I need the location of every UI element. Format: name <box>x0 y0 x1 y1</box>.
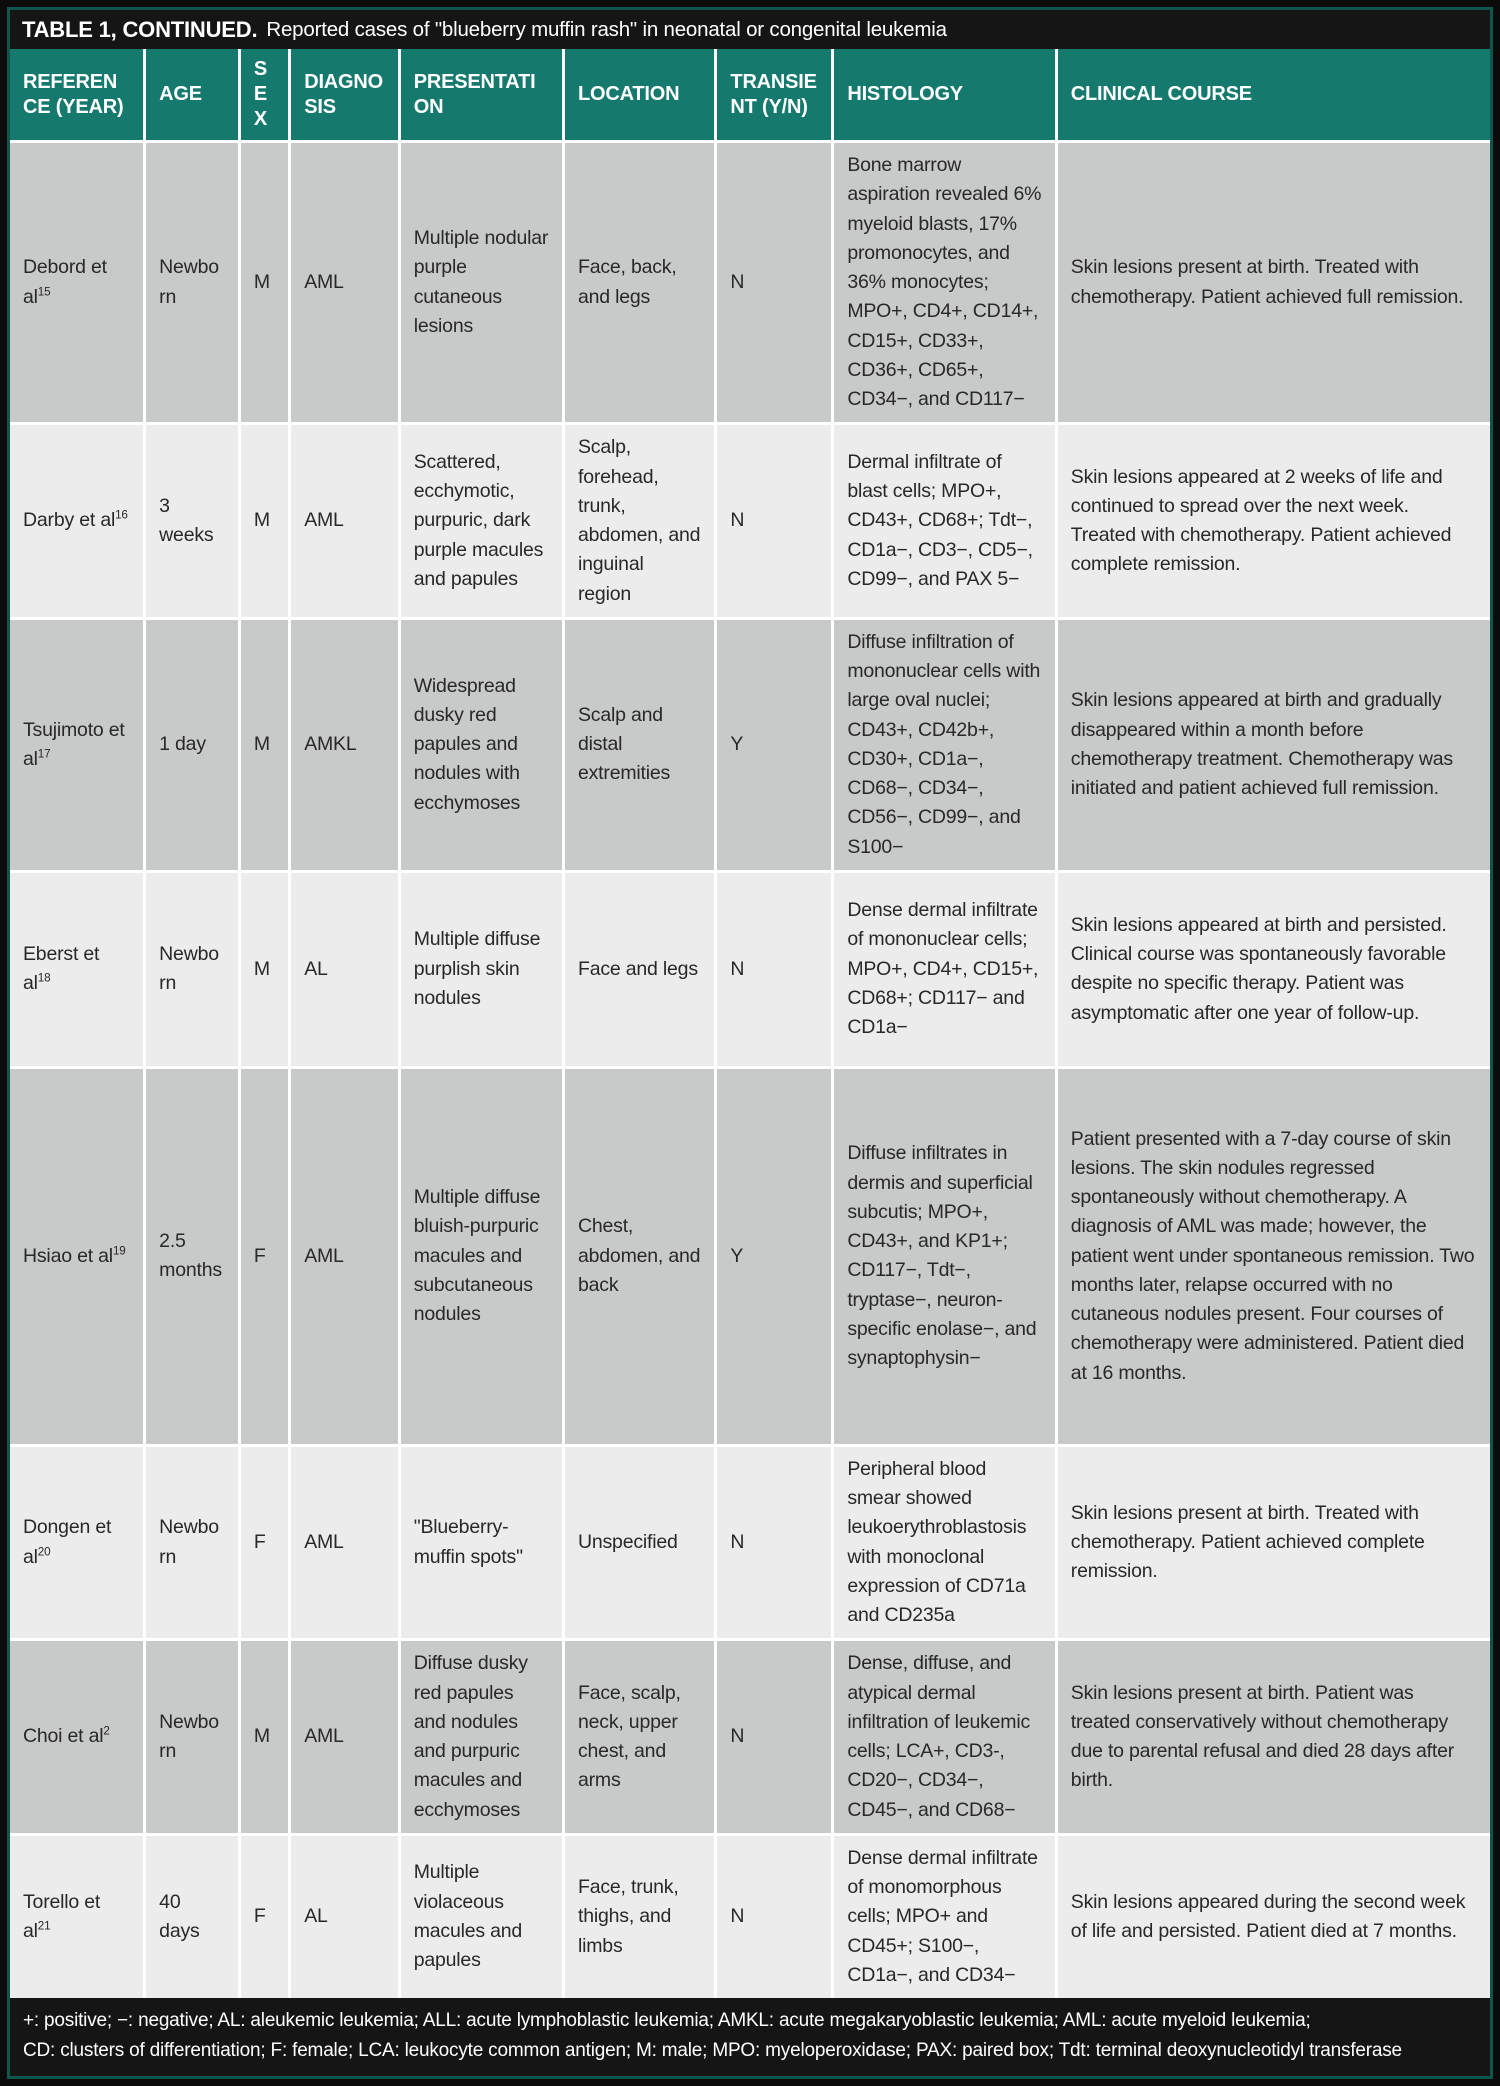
table-row <box>10 1834 1490 1998</box>
table-title-label: TABLE 1, CONTINUED. <box>22 17 258 42</box>
header-row <box>10 49 1490 142</box>
cell-age: Newborn <box>145 142 240 424</box>
cell-diagnosis: AML <box>290 142 400 424</box>
cell-histology: Dense dermal infiltrate of monomorphous cells; MPO+ and CD45+; S100−, CD1a−, and CD34− <box>833 1834 1056 1998</box>
table-title-bar <box>10 10 1490 49</box>
cell-clinical_course: Skin lesions present at birth. Treated with chemotherapy. Patient achieved complete remission. <box>1056 1445 1490 1640</box>
cell-age: 2.5 months <box>145 1067 240 1445</box>
cell-sex: M <box>239 871 289 1067</box>
table-row <box>10 142 1490 424</box>
cell-age: 40 days <box>145 1834 240 1998</box>
cell-presentation: Multiple nodular purple cutaneous lesions <box>399 142 563 424</box>
cell-transient: Y <box>716 1067 833 1445</box>
cell-sex: M <box>239 618 289 871</box>
cell-reference <box>10 142 145 424</box>
cell-diagnosis: AMKL <box>290 618 400 871</box>
reference-text: Hsiao et al <box>23 1244 113 1267</box>
cell-clinical_course: Skin lesions appeared at birth and persisted. Clinical course was spontaneously favorable despite no specific therapy. Patient was asymptomatic after one year of follow-up. <box>1056 871 1490 1067</box>
cell-sex: M <box>239 424 289 619</box>
reference-superscript: 20 <box>37 1545 51 1558</box>
cell-histology: Dermal infiltrate of blast cells; MPO+, CD43+, CD68+; Tdt−, CD1a−, CD3−, CD5−, CD99−, and PAX 5− <box>833 424 1056 619</box>
table-row <box>10 871 1490 1067</box>
column-header-reference: REFERENCE (YEAR) <box>10 49 145 142</box>
cell-diagnosis: AL <box>290 1834 400 1998</box>
reference-superscript: 2 <box>103 1724 110 1738</box>
table-title-caption: Reported cases of "blueberry muffin rash" in neonatal or congenital leukemia <box>266 18 947 41</box>
cases-table <box>10 49 1490 1998</box>
cell-histology: Dense, diffuse, and atypical dermal infiltration of leukemic cells; LCA+, CD3-, CD20−, CD34−, CD45−, and CD68− <box>833 1640 1056 1835</box>
cell-transient: N <box>716 1640 833 1835</box>
cell-presentation: "Blueberry-muffin spots" <box>399 1445 563 1640</box>
reference-text: Darby et al <box>23 509 116 532</box>
column-header-diagnosis: DIAGNOSIS <box>290 49 400 142</box>
cell-age: Newborn <box>145 1640 240 1835</box>
reference-superscript: 16 <box>115 508 128 522</box>
column-header-histology: HISTOLOGY <box>833 49 1056 142</box>
reference-text: Debord et al <box>23 256 107 308</box>
table-header <box>10 49 1490 142</box>
cell-sex: F <box>239 1067 289 1445</box>
cell-diagnosis: AML <box>290 1067 400 1445</box>
column-header-presentation: PRESENTATION <box>399 49 563 142</box>
table-row <box>10 424 1490 619</box>
footnote-line-2: CD: clusters of differentiation; F: female; LCA: leukocyte common antigen; M: male; MPO: myeloperoxidase; PAX: paired box; Tdt: terminal deoxynucleotidyl transferase <box>23 2040 1402 2062</box>
cell-transient: N <box>716 1834 833 1998</box>
cell-clinical_course: Skin lesions present at birth. Treated with chemotherapy. Patient achieved full remission. <box>1056 142 1490 424</box>
cell-presentation: Scattered, ecchymotic, purpuric, dark purple macules and papules <box>399 424 563 619</box>
cell-location: Unspecified <box>563 1445 715 1640</box>
cell-location: Scalp, forehead, trunk, abdomen, and inguinal region <box>563 424 715 619</box>
cell-reference <box>10 1445 145 1640</box>
cell-reference <box>10 871 145 1067</box>
cell-location: Face, back, and legs <box>563 142 715 424</box>
cell-diagnosis: AML <box>290 424 400 619</box>
cell-location: Scalp and distal extremities <box>563 618 715 871</box>
cell-age: Newborn <box>145 1445 240 1640</box>
cell-sex: M <box>239 1640 289 1835</box>
cell-sex: F <box>239 1445 289 1640</box>
reference-superscript: 21 <box>37 1919 51 1933</box>
table-row <box>10 1445 1490 1640</box>
cell-clinical_course: Skin lesions appeared at 2 weeks of life and continued to spread over the next week. Treated with chemotherapy. Patient achieved complete remission. <box>1056 424 1490 619</box>
cell-reference <box>10 1067 145 1445</box>
cell-sex: M <box>239 142 289 424</box>
cell-clinical_course: Patient presented with a 7-day course of skin lesions. The skin nodules regressed spontaneously without chemotherapy. A diagnosis of AML was made; however, the patient went under spontaneous remission. Two months later, relapse occurred with no cutaneous nodules present. Four courses of chemotherapy were administered. Patient died at 16 months. <box>1056 1067 1490 1445</box>
cell-location: Chest, abdomen, and back <box>563 1067 715 1445</box>
reference-superscript: 18 <box>37 971 51 985</box>
reference-superscript: 15 <box>37 285 51 299</box>
table-row <box>10 618 1490 871</box>
cell-transient: Y <box>716 618 833 871</box>
table-row <box>10 1640 1490 1835</box>
cell-clinical_course: Skin lesions appeared during the second week of life and persisted. Patient died at 7 months. <box>1056 1834 1490 1998</box>
table-body <box>10 142 1490 1999</box>
cell-reference <box>10 1834 145 1998</box>
cell-sex: F <box>239 1834 289 1998</box>
cell-reference <box>10 618 145 871</box>
cell-histology: Peripheral blood smear showed leukoerythroblastosis with monoclonal expression of CD71a and CD235a <box>833 1445 1056 1640</box>
cell-presentation: Widespread dusky red papules and nodules with ecchymoses <box>399 618 563 871</box>
table-frame <box>7 7 1493 2079</box>
column-header-location: LOCATION <box>563 49 715 142</box>
reference-text: Torello et al <box>23 1890 101 1942</box>
cell-presentation: Multiple diffuse purplish skin nodules <box>399 871 563 1067</box>
reference-text: Eberst et al <box>23 943 100 995</box>
cell-histology: Bone marrow aspiration revealed 6% myeloid blasts, 17% promonocytes, and 36% monocytes; MPO+, CD4+, CD14+, CD15+, CD33+, CD36+, CD65+, CD34−, and CD117− <box>833 142 1056 424</box>
table-row <box>10 1067 1490 1445</box>
reference-superscript: 17 <box>37 747 51 761</box>
column-header-age: AGE <box>145 49 240 142</box>
cell-transient: N <box>716 871 833 1067</box>
cell-transient: N <box>716 1445 833 1640</box>
cell-transient: N <box>716 424 833 619</box>
cell-histology: Diffuse infiltration of mononuclear cells with large oval nuclei; CD43+, CD42b+, CD30+, CD1a−, CD68−, CD34−, CD56−, CD99−, and S100− <box>833 618 1056 871</box>
table-footnote <box>10 1998 1490 2076</box>
cell-location: Face and legs <box>563 871 715 1067</box>
column-header-clinical_course: CLINICAL COURSE <box>1056 49 1490 142</box>
cell-diagnosis: AL <box>290 871 400 1067</box>
cell-diagnosis: AML <box>290 1640 400 1835</box>
cell-age: 1 day <box>145 618 240 871</box>
cell-reference <box>10 1640 145 1835</box>
cell-transient: N <box>716 142 833 424</box>
cell-clinical_course: Skin lesions present at birth. Patient was treated conservatively without chemotherapy due to parental refusal and died 28 days after birth. <box>1056 1640 1490 1835</box>
cell-histology: Diffuse infiltrates in dermis and superficial subcutis; MPO+, CD43+, and KP1+; CD117−, Tdt−, tryptase−, neuron-specific enolase−, and synaptophysin− <box>833 1067 1056 1445</box>
column-header-transient: TRANSIENT (Y/N) <box>716 49 833 142</box>
cell-age: Newborn <box>145 871 240 1067</box>
cell-presentation: Multiple violaceous macules and papules <box>399 1834 563 1998</box>
reference-text: Dongen et al <box>23 1516 112 1568</box>
cell-location: Face, trunk, thighs, and limbs <box>563 1834 715 1998</box>
reference-text: Tsujimoto et al <box>23 718 125 770</box>
cell-presentation: Diffuse dusky red papules and nodules and purpuric macules and ecchymoses <box>399 1640 563 1835</box>
reference-superscript: 19 <box>112 1244 126 1258</box>
footnote-line-1: +: positive; −: negative; AL: aleukemic leukemia; ALL: acute lymphoblastic leukemia; AMKL: acute megakaryoblastic leukemia; AML: acute myeloid leukemia; <box>23 2010 1311 2031</box>
column-header-sex: SEX <box>239 49 289 142</box>
cell-location: Face, scalp, neck, upper chest, and arms <box>563 1640 715 1835</box>
cell-clinical_course: Skin lesions appeared at birth and gradually disappeared within a month before chemotherapy treatment. Chemotherapy was initiated and patient achieved full remission. <box>1056 618 1490 871</box>
cell-age: 3 weeks <box>145 424 240 619</box>
cell-reference <box>10 424 145 619</box>
cell-diagnosis: AML <box>290 1445 400 1640</box>
reference-text: Choi et al <box>23 1725 104 1748</box>
cell-histology: Dense dermal infiltrate of mononuclear cells; MPO+, CD4+, CD15+, CD68+; CD117− and CD1a− <box>833 871 1056 1067</box>
cell-presentation: Multiple diffuse bluish-purpuric macules and subcutaneous nodules <box>399 1067 563 1445</box>
